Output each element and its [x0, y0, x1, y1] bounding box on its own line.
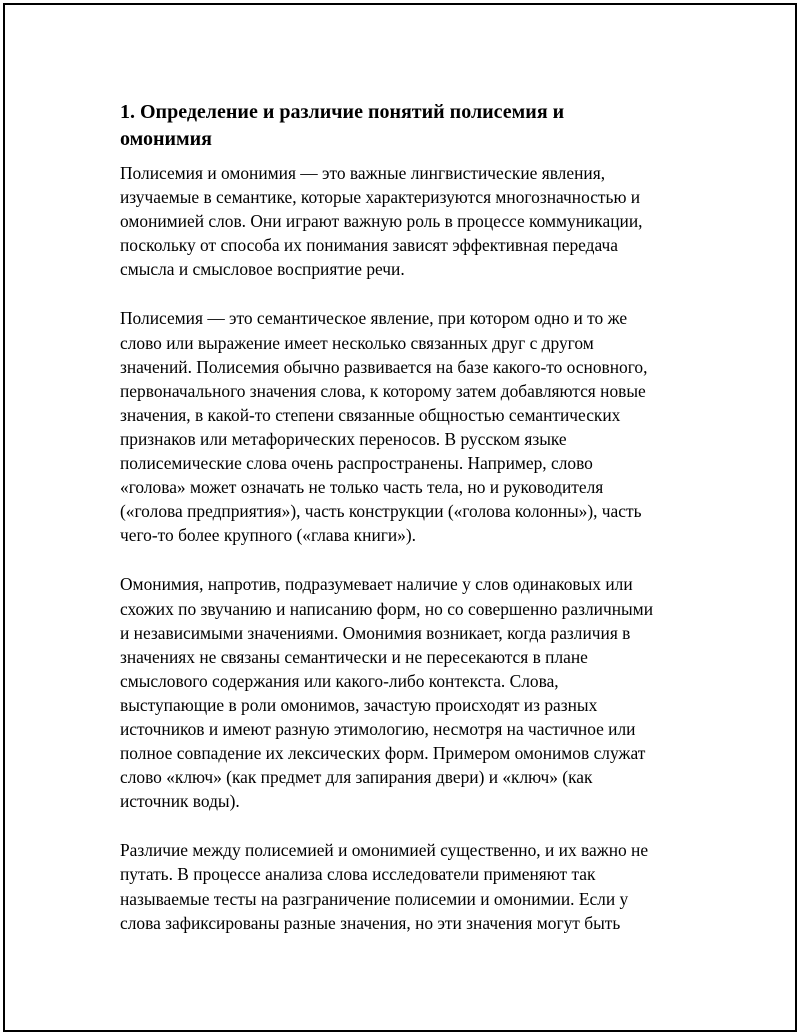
- text-line: («голова предприятия»), часть конструкции («голова колонны»), часть: [120, 501, 642, 522]
- text-line: Полисемия — это семантическое явление, при котором одно и то же: [120, 308, 628, 329]
- text-line: слова зафиксированы разные значения, но эти значения могут быть: [120, 912, 621, 933]
- text-line: выступающие в роли омонимов, зачастую происходят из разных: [120, 694, 598, 715]
- text-line: первоначального значения слова, к которому затем добавляются новые: [120, 380, 646, 401]
- paragraph-distinction: [120, 838, 700, 934]
- text-line: слово «ключ» (как предмет для запирания двери) и «ключ» (как: [120, 767, 593, 788]
- text-line: смыслового содержания или какого-либо контекста. Слова,: [120, 670, 559, 691]
- text-line: признаков или метафорических переносов. В русском языке: [120, 428, 567, 449]
- page-border: [3, 3, 797, 1032]
- text-line: источников и имеют разную этимологию, несмотря на частичное или: [120, 718, 636, 739]
- text-line: Омонимия, напротив, подразумевает наличие у слов одинаковых или: [120, 574, 633, 595]
- text-line: Полисемия и омонимия — это важные лингвистические явления,: [120, 163, 606, 183]
- text-line: значения, в какой-то степени связанные общностью семантических: [120, 404, 621, 425]
- text-line: полное совпадение их лексических форм. Примером омонимов служат: [120, 743, 646, 764]
- heading-line: омонимия: [120, 128, 212, 150]
- paragraph-intro: [120, 161, 700, 281]
- text-line: источник воды).: [120, 791, 240, 812]
- text-line: «голова» может означать не только часть тела, но и руководителя: [120, 477, 604, 498]
- text-line: смысла и смысловое восприятие речи.: [120, 259, 405, 280]
- text-line: омонимией слов. Они играют важную роль в процессе коммуникации,: [120, 211, 643, 232]
- text-line: чего-то более крупного («глава книги»).: [120, 525, 417, 546]
- text-line: значениях не связаны семантически и не пересекаются в плане: [120, 646, 588, 667]
- paragraph-homonymy: [120, 572, 700, 813]
- document-body: [120, 99, 700, 960]
- text-line: изучаемые в семантике, которые характеризуются многозначностью и: [120, 187, 641, 208]
- text-line: называемые тесты на разграничение полисемии и омонимии. Если у: [120, 888, 629, 909]
- section-heading: [120, 99, 700, 153]
- paragraph-polysemy: [120, 306, 700, 547]
- heading-line: 1. Определение и различие понятий полисемия и: [120, 101, 565, 123]
- text-line: и независимыми значениями. Омонимия возникает, когда различия в: [120, 622, 631, 643]
- text-line: Различие между полисемией и омонимией существенно, и их важно не: [120, 840, 649, 861]
- text-line: схожих по звучанию и написанию форм, но со совершенно различными: [120, 598, 653, 619]
- text-line: слово или выражение имеет несколько связанных друг с другом: [120, 332, 594, 353]
- text-line: путать. В процессе анализа слова исследователи применяют так: [120, 864, 596, 885]
- text-line: полисемические слова очень распространены. Например, слово: [120, 453, 593, 474]
- text-line: поскольку от способа их понимания зависят эффективная передача: [120, 235, 619, 256]
- text-line: значений. Полисемия обычно развивается на базе какого-то основного,: [120, 356, 648, 377]
